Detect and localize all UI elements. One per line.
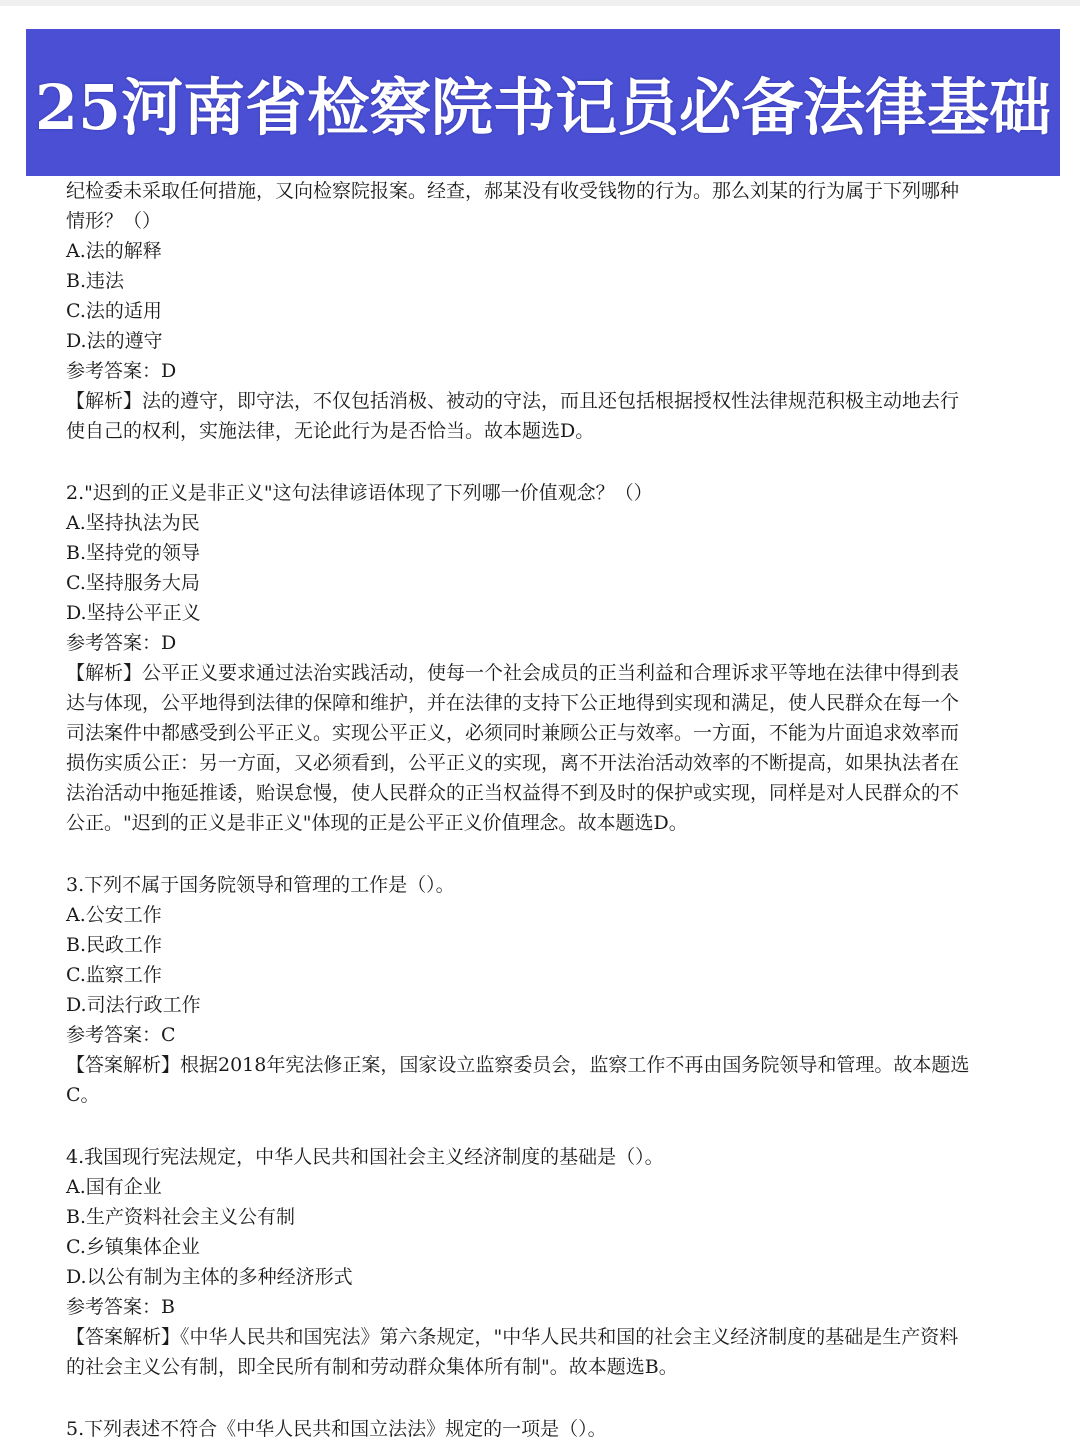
question-stem: 5.下列表述不符合《中华人民共和国立法法》规定的一项是（）。 <box>66 1418 607 1440</box>
option-a: A.公安工作 <box>66 904 162 926</box>
analysis-line: 损伤实质公正：另一方面，又必须看到，公平正义的实现，离不开法治活动效率的不断提高，如果执法者在 <box>66 752 960 774</box>
option-c: C.坚持服务大局 <box>66 572 200 594</box>
top-strip <box>0 0 1080 6</box>
answer-line: 参考答案：D <box>66 360 177 382</box>
analysis-line: 法治活动中拖延推诿，贻误怠慢，使人民群众的正当权益得不到及时的保护或实现，同样是对人民群众的不 <box>66 782 960 804</box>
question-2 <box>66 478 1016 838</box>
analysis-line: 使自己的权利，实施法律，无论此行为是否恰当。故本题选D。 <box>66 420 595 442</box>
option-a: A.国有企业 <box>66 1176 162 1198</box>
question-stem: 3.下列不属于国务院领导和管理的工作是（）。 <box>66 874 455 896</box>
analysis-line: 【答案解析】《中华人民共和国宪法》第六条规定，"中华人民共和国的社会主义经济制度的基础是生产资料 <box>66 1326 959 1348</box>
question-stem: 4.我国现行宪法规定，中华人民共和国社会主义经济制度的基础是（）。 <box>66 1146 664 1168</box>
question-4 <box>66 1142 1016 1382</box>
option-b: B.坚持党的领导 <box>66 542 201 564</box>
spacer <box>66 1382 1016 1414</box>
option-d: D.司法行政工作 <box>66 994 201 1016</box>
analysis-line: 司法案件中都感受到公平正义。实现公平正义，必须同时兼顾公正与效率。一方面，不能为片面追求效率而 <box>66 722 960 744</box>
analysis-line: 的社会主义公有制，即全民所有制和劳动群众集体所有制"。故本题选B。 <box>66 1356 678 1378</box>
analysis-line: 公正。"迟到的正义是非正义"体现的正是公平正义价值理念。故本题选D。 <box>66 812 688 834</box>
analysis-line: 【解析】公平正义要求通过法治实践活动，使每一个社会成员的正当利益和合理诉求平等地在法律中得到表 <box>66 662 960 684</box>
answer-line: 参考答案：C <box>66 1024 176 1046</box>
question-stem-line: 纪检委未采取任何措施，又向检察院报案。经查，郝某没有收受钱物的行为。那么刘某的行为属于下列哪种 <box>66 180 960 202</box>
analysis-line: 【答案解析】根据2018年宪法修正案，国家设立监察委员会，监察工作不再由国务院领导和管理。故本题选 <box>66 1054 970 1076</box>
analysis-line: C。 <box>66 1084 100 1106</box>
option-c: C.监察工作 <box>66 964 162 986</box>
spacer <box>66 1110 1016 1142</box>
spacer <box>66 446 1016 478</box>
analysis-line: 【解析】法的遵守，即守法，不仅包括消极、被动的守法，而且还包括根据授权性法律规范积极主动地去行 <box>66 390 960 412</box>
answer-line: 参考答案：B <box>66 1296 175 1318</box>
option-b: B.生产资料社会主义公有制 <box>66 1206 296 1228</box>
title-banner <box>26 29 1060 176</box>
option-c: C.乡镇集体企业 <box>66 1236 200 1258</box>
option-d: D.坚持公平正义 <box>66 602 201 624</box>
question-document <box>66 176 1016 1444</box>
option-a: A.法的解释 <box>66 240 162 262</box>
option-c: C.法的适用 <box>66 300 162 322</box>
option-a: A.坚持执法为民 <box>66 512 200 534</box>
answer-line: 参考答案：D <box>66 632 177 654</box>
option-b: B.违法 <box>66 270 125 292</box>
spacer <box>66 838 1016 870</box>
banner-title: 25河南省检察院书记员必备法律基础 <box>34 71 1052 144</box>
question-stem-line: 情形？（） <box>66 210 162 232</box>
option-b: B.民政工作 <box>66 934 163 956</box>
question-1-tail <box>66 176 1016 446</box>
analysis-line: 达与体现，公平地得到法律的保障和维护，并在法律的支持下公正地得到实现和满足，使人民群众在每一个 <box>66 692 960 714</box>
option-d: D.法的遵守 <box>66 330 163 352</box>
question-stem: 2."迟到的正义是非正义"这句法律谚语体现了下列哪一价值观念？（） <box>66 482 653 504</box>
question-3 <box>66 870 1016 1110</box>
option-d: D.以公有制为主体的多种经济形式 <box>66 1266 353 1288</box>
